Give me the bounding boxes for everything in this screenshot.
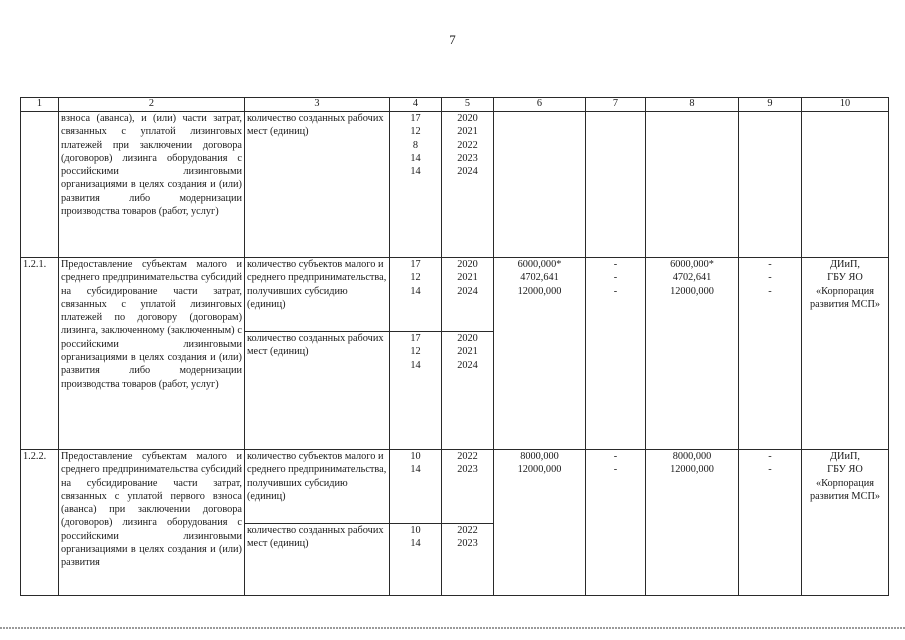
item-number <box>21 112 59 258</box>
indicator-years: 2020 2021 2024 <box>442 258 494 332</box>
indicator-years: 2022 2023 <box>442 450 494 524</box>
item-description: взноса (аванса), и (или) части затрат, связанных с уплатой лизинговых платежей при заключении договора (договоров) лизинга оборудования с российскими лизинговыми организациями в целях создания и (или) развития либо модернизации производства товаров (работ, услуг) <box>59 112 245 258</box>
item-description: Предоставление субъектам малого и среднего предпринимательства субсидий на субсидирование части затрат, связанных с уплатой первого взноса (аванса) при заключении договора (договоров) лизинга оборудования с российскими лизинговыми организациями в целях создания и (или) развития <box>59 450 245 596</box>
funding-total: 8000,000 12000,000 <box>494 450 586 596</box>
indicator-name: количество созданных рабочих мест (единиц) <box>245 524 390 596</box>
responsible-executor: ДИиП, ГБУ ЯО «Корпорация развития МСП» <box>802 258 889 450</box>
page-number: 7 <box>449 32 456 47</box>
funding-col7: - - - <box>586 258 646 450</box>
header-row <box>21 98 889 112</box>
header-cell: 4 <box>390 98 442 112</box>
indicator-name: количество субъектов малого и среднего предпринимательства, получивших субсидию (единиц) <box>245 450 390 524</box>
funding-col9 <box>739 112 802 258</box>
header-cell: 3 <box>245 98 390 112</box>
funding-col9: - - - <box>739 258 802 450</box>
indicator-values: 10 14 <box>390 450 442 524</box>
table-row <box>21 258 889 332</box>
program-table <box>20 97 889 596</box>
item-description: Предоставление субъектам малого и среднего предпринимательства субсидий на субсидирование части затрат, связанных с уплатой лизинговых платежей по договору (договорам) лизинга, заключенному (заключенным) с российскими лизинговыми организациями в целях создания и (или) развития либо модернизации производства товаров (работ, услуг) <box>59 258 245 450</box>
funding-total: 6000,000* 4702,641 12000,000 <box>494 258 586 450</box>
header-cell: 9 <box>739 98 802 112</box>
indicator-name: количество созданных рабочих мест (единиц) <box>245 112 390 258</box>
indicator-years: 2022 2023 <box>442 524 494 596</box>
indicator-values: 10 14 <box>390 524 442 596</box>
header-cell: 1 <box>21 98 59 112</box>
table-row <box>21 450 889 524</box>
item-number: 1.2.1. <box>21 258 59 450</box>
indicator-values: 17 12 14 <box>390 258 442 332</box>
indicator-years: 2020 2021 2022 2023 2024 <box>442 112 494 258</box>
indicator-values: 17 12 8 14 14 <box>390 112 442 258</box>
funding-col7 <box>586 112 646 258</box>
indicator-name: количество субъектов малого и среднего предпринимательства, получивших субсидию (единиц) <box>245 258 390 332</box>
funding-col8: 8000,000 12000,000 <box>646 450 739 596</box>
funding-col9: - - <box>739 450 802 596</box>
item-number: 1.2.2. <box>21 450 59 596</box>
header-cell: 5 <box>442 98 494 112</box>
header-cell: 6 <box>494 98 586 112</box>
indicator-values: 17 12 14 <box>390 332 442 450</box>
funding-col8 <box>646 112 739 258</box>
funding-col8: 6000,000* 4702,641 12000,000 <box>646 258 739 450</box>
funding-total <box>494 112 586 258</box>
table-row <box>21 112 889 258</box>
funding-col7: - - <box>586 450 646 596</box>
header-cell: 2 <box>59 98 245 112</box>
responsible-executor <box>802 112 889 258</box>
header-cell: 8 <box>646 98 739 112</box>
indicator-years: 2020 2021 2024 <box>442 332 494 450</box>
indicator-name: количество созданных рабочих мест (единиц) <box>245 332 390 450</box>
page-bottom-edge <box>0 627 905 629</box>
header-cell: 10 <box>802 98 889 112</box>
responsible-executor: ДИиП, ГБУ ЯО «Корпорация развития МСП» <box>802 450 889 596</box>
header-cell: 7 <box>586 98 646 112</box>
